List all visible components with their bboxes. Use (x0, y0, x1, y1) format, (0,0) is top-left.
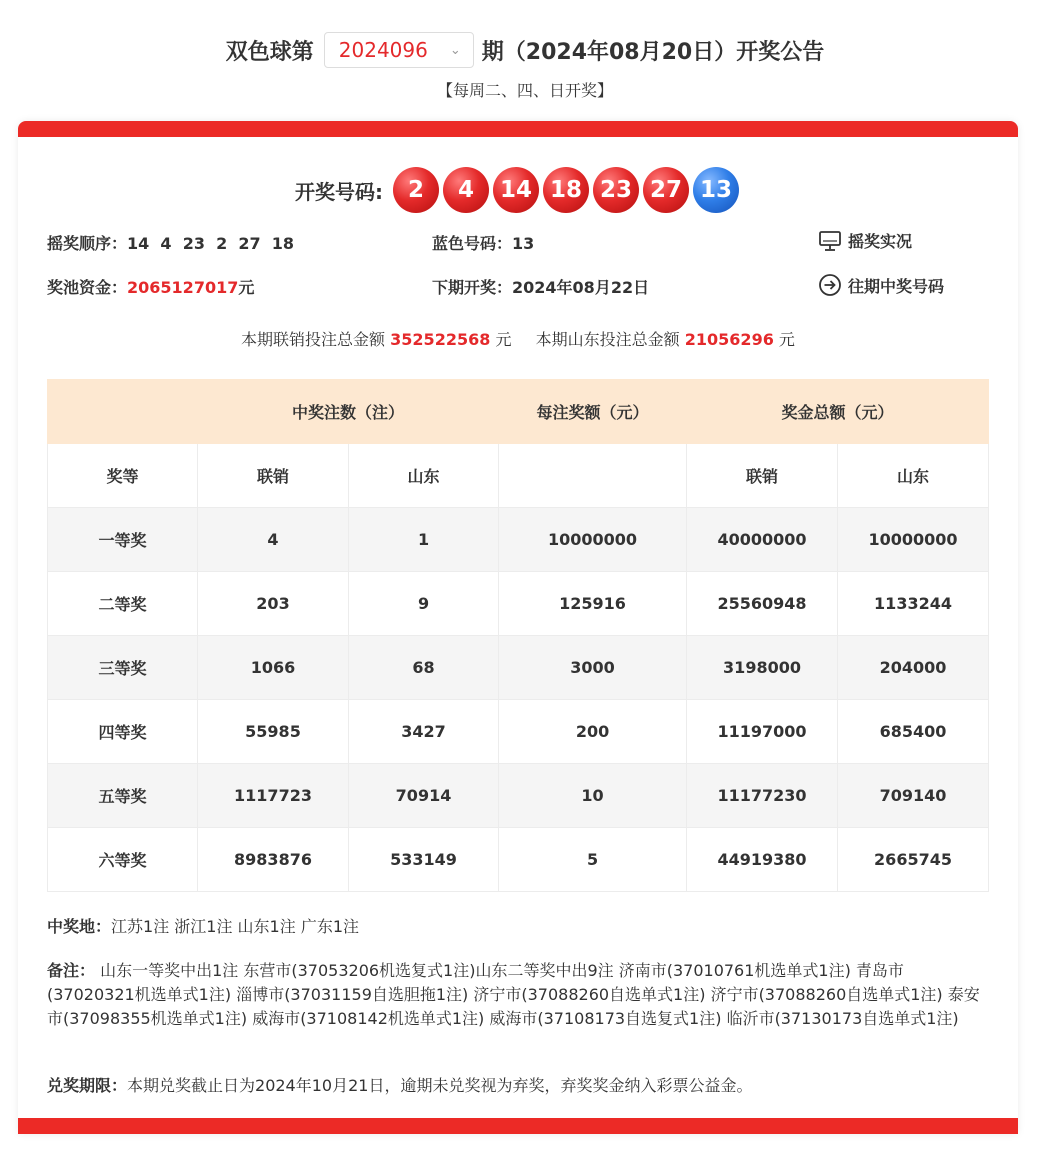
draw-order-value: 14 4 23 2 27 18 (127, 234, 295, 253)
subheader-count-national: 联销 (198, 444, 349, 508)
table-header-row (48, 380, 989, 444)
cell-count-national: 1066 (198, 636, 349, 700)
subheader-count-shandong: 山东 (349, 444, 499, 508)
header-winning-count: 中奖注数（注） (198, 380, 499, 444)
subheader-total-national: 联销 (687, 444, 838, 508)
cell-total-shandong: 10000000 (838, 508, 989, 572)
title-prefix: 双色球第 (225, 39, 314, 65)
red-ball: 4 (443, 167, 489, 213)
history-numbers-label: 往期中奖号码 (848, 276, 945, 296)
table-row (48, 764, 989, 828)
result-card (18, 121, 1018, 1134)
shandong-sales-unit: 元 (778, 330, 795, 349)
cell-level: 二等奖 (48, 572, 198, 636)
cell-total-national: 11197000 (687, 700, 838, 764)
blue-ball: 13 (693, 167, 739, 213)
claim-deadline-value: 本期兑奖截止日为2024年10月21日，逾期未兑奖视为弃奖，弃奖奖金纳入彩票公益金。 (127, 1076, 753, 1095)
cell-total-shandong: 2665745 (838, 828, 989, 892)
draw-schedule: 【每周二、四、日开奖】 (436, 81, 613, 100)
cell-per-bet: 3000 (499, 636, 687, 700)
cell-count-national: 203 (198, 572, 349, 636)
table-header-blank (48, 380, 198, 444)
blue-number (432, 231, 534, 254)
cell-per-bet: 125916 (499, 572, 687, 636)
blue-number-label: 蓝色号码： (432, 234, 513, 253)
cell-count-national: 4 (198, 508, 349, 572)
red-ball: 2 (393, 167, 439, 213)
live-draw-link[interactable] (818, 229, 912, 252)
red-ball: 14 (493, 167, 539, 213)
table-row (48, 636, 989, 700)
cell-level: 四等奖 (48, 700, 198, 764)
prize-pool-value: 2065127017 (127, 278, 239, 297)
title-suffix: 期（2024年08月20日）开奖公告 (481, 39, 825, 65)
table-row (48, 828, 989, 892)
winning-regions-label: 中奖地： (47, 917, 112, 936)
table-row (48, 572, 989, 636)
cell-per-bet: 5 (499, 828, 687, 892)
arrow-circle-icon (818, 273, 842, 297)
remarks (47, 959, 988, 1031)
claim-deadline (47, 1074, 988, 1098)
cell-level: 六等奖 (48, 828, 198, 892)
next-draw (432, 275, 649, 298)
table-subheader-row (48, 444, 989, 508)
red-ball: 18 (543, 167, 589, 213)
prize-pool-unit: 元 (238, 278, 255, 297)
red-ball: 23 (593, 167, 639, 213)
cell-count-shandong: 1 (349, 508, 499, 572)
header-per-bet: 每注奖额（元） (499, 380, 687, 444)
cell-count-shandong: 9 (349, 572, 499, 636)
draw-order-label: 摇奖顺序： (47, 234, 128, 253)
cell-count-national: 1117723 (198, 764, 349, 828)
winning-regions-value: 江苏1注 浙江1注 山东1注 广东1注 (111, 917, 359, 936)
cell-count-national: 8983876 (198, 828, 349, 892)
prize-pool-label: 奖池资金： (47, 278, 128, 297)
next-draw-value: 2024年08月22日 (512, 278, 650, 297)
cell-count-national: 55985 (198, 700, 349, 764)
shandong-sales-value: 21056296 (684, 330, 774, 349)
cell-total-shandong: 204000 (838, 636, 989, 700)
cell-level: 一等奖 (48, 508, 198, 572)
red-ball: 27 (643, 167, 689, 213)
table-row (48, 700, 989, 764)
cell-count-shandong: 3427 (349, 700, 499, 764)
subheader-total-shandong: 山东 (838, 444, 989, 508)
cell-level: 三等奖 (48, 636, 198, 700)
subheader-level: 奖等 (48, 444, 198, 508)
cell-level: 五等奖 (48, 764, 198, 828)
remarks-label: 备注： (47, 961, 96, 980)
card-bottom-bar (18, 1118, 1018, 1134)
header-total-prize: 奖金总额（元） (687, 380, 989, 444)
issue-select-value: 2024096 (338, 38, 428, 62)
cell-total-national: 25560948 (687, 572, 838, 636)
winning-regions (47, 915, 988, 939)
remarks-value: 山东一等奖中出1注 东营市(37053206机选复式1注)山东二等奖中出9注 济南市(37010761机选单式1注) 青岛市(37020321机选单式1注) 淄博市(37031159自选胆拖1注) 济宁市(37088260自选单式1注) 济宁市(37088260自选单式1注) 泰安市(37098355机选单式1注) 威海市(37108142机选单式1注) 威海市(37108173自选复式1注) 临沂市(37130173自选单式1注) (47, 961, 980, 1028)
cell-total-shandong: 709140 (838, 764, 989, 828)
prize-pool (47, 275, 254, 298)
cell-total-national: 11177230 (687, 764, 838, 828)
live-draw-label: 摇奖实况 (848, 232, 913, 251)
page-title (0, 30, 1050, 70)
history-numbers-link[interactable] (818, 273, 944, 297)
sales-summary (18, 327, 1018, 350)
winning-numbers (18, 167, 1018, 213)
cell-count-shandong: 70914 (349, 764, 499, 828)
prize-table (47, 379, 989, 892)
monitor-icon (818, 230, 842, 252)
national-sales-label: 本期联销投注总金额 (241, 330, 386, 349)
issue-select[interactable] (324, 32, 474, 68)
winning-numbers-label: 开奖号码: (295, 179, 383, 204)
shandong-sales-label: 本期山东投注总金额 (535, 330, 680, 349)
cell-per-bet: 10 (499, 764, 687, 828)
subheader-per-bet-blank (499, 444, 687, 508)
card-top-bar (18, 121, 1018, 137)
cell-total-national: 44919380 (687, 828, 838, 892)
cell-total-shandong: 685400 (838, 700, 989, 764)
table-row (48, 508, 989, 572)
cell-per-bet: 10000000 (499, 508, 687, 572)
page-header (0, 30, 1050, 102)
blue-number-value: 13 (512, 234, 535, 253)
claim-deadline-label: 兑奖期限： (47, 1076, 128, 1095)
cell-per-bet: 200 (499, 700, 687, 764)
draw-order (47, 231, 294, 254)
cell-total-national: 3198000 (687, 636, 838, 700)
national-sales-value: 352522568 (390, 330, 491, 349)
next-draw-label: 下期开奖： (432, 278, 513, 297)
cell-total-shandong: 1133244 (838, 572, 989, 636)
cell-count-shandong: 533149 (349, 828, 499, 892)
national-sales-unit: 元 (495, 330, 512, 349)
chevron-down-icon: ⌄ (449, 42, 461, 58)
cell-total-national: 40000000 (687, 508, 838, 572)
cell-count-shandong: 68 (349, 636, 499, 700)
